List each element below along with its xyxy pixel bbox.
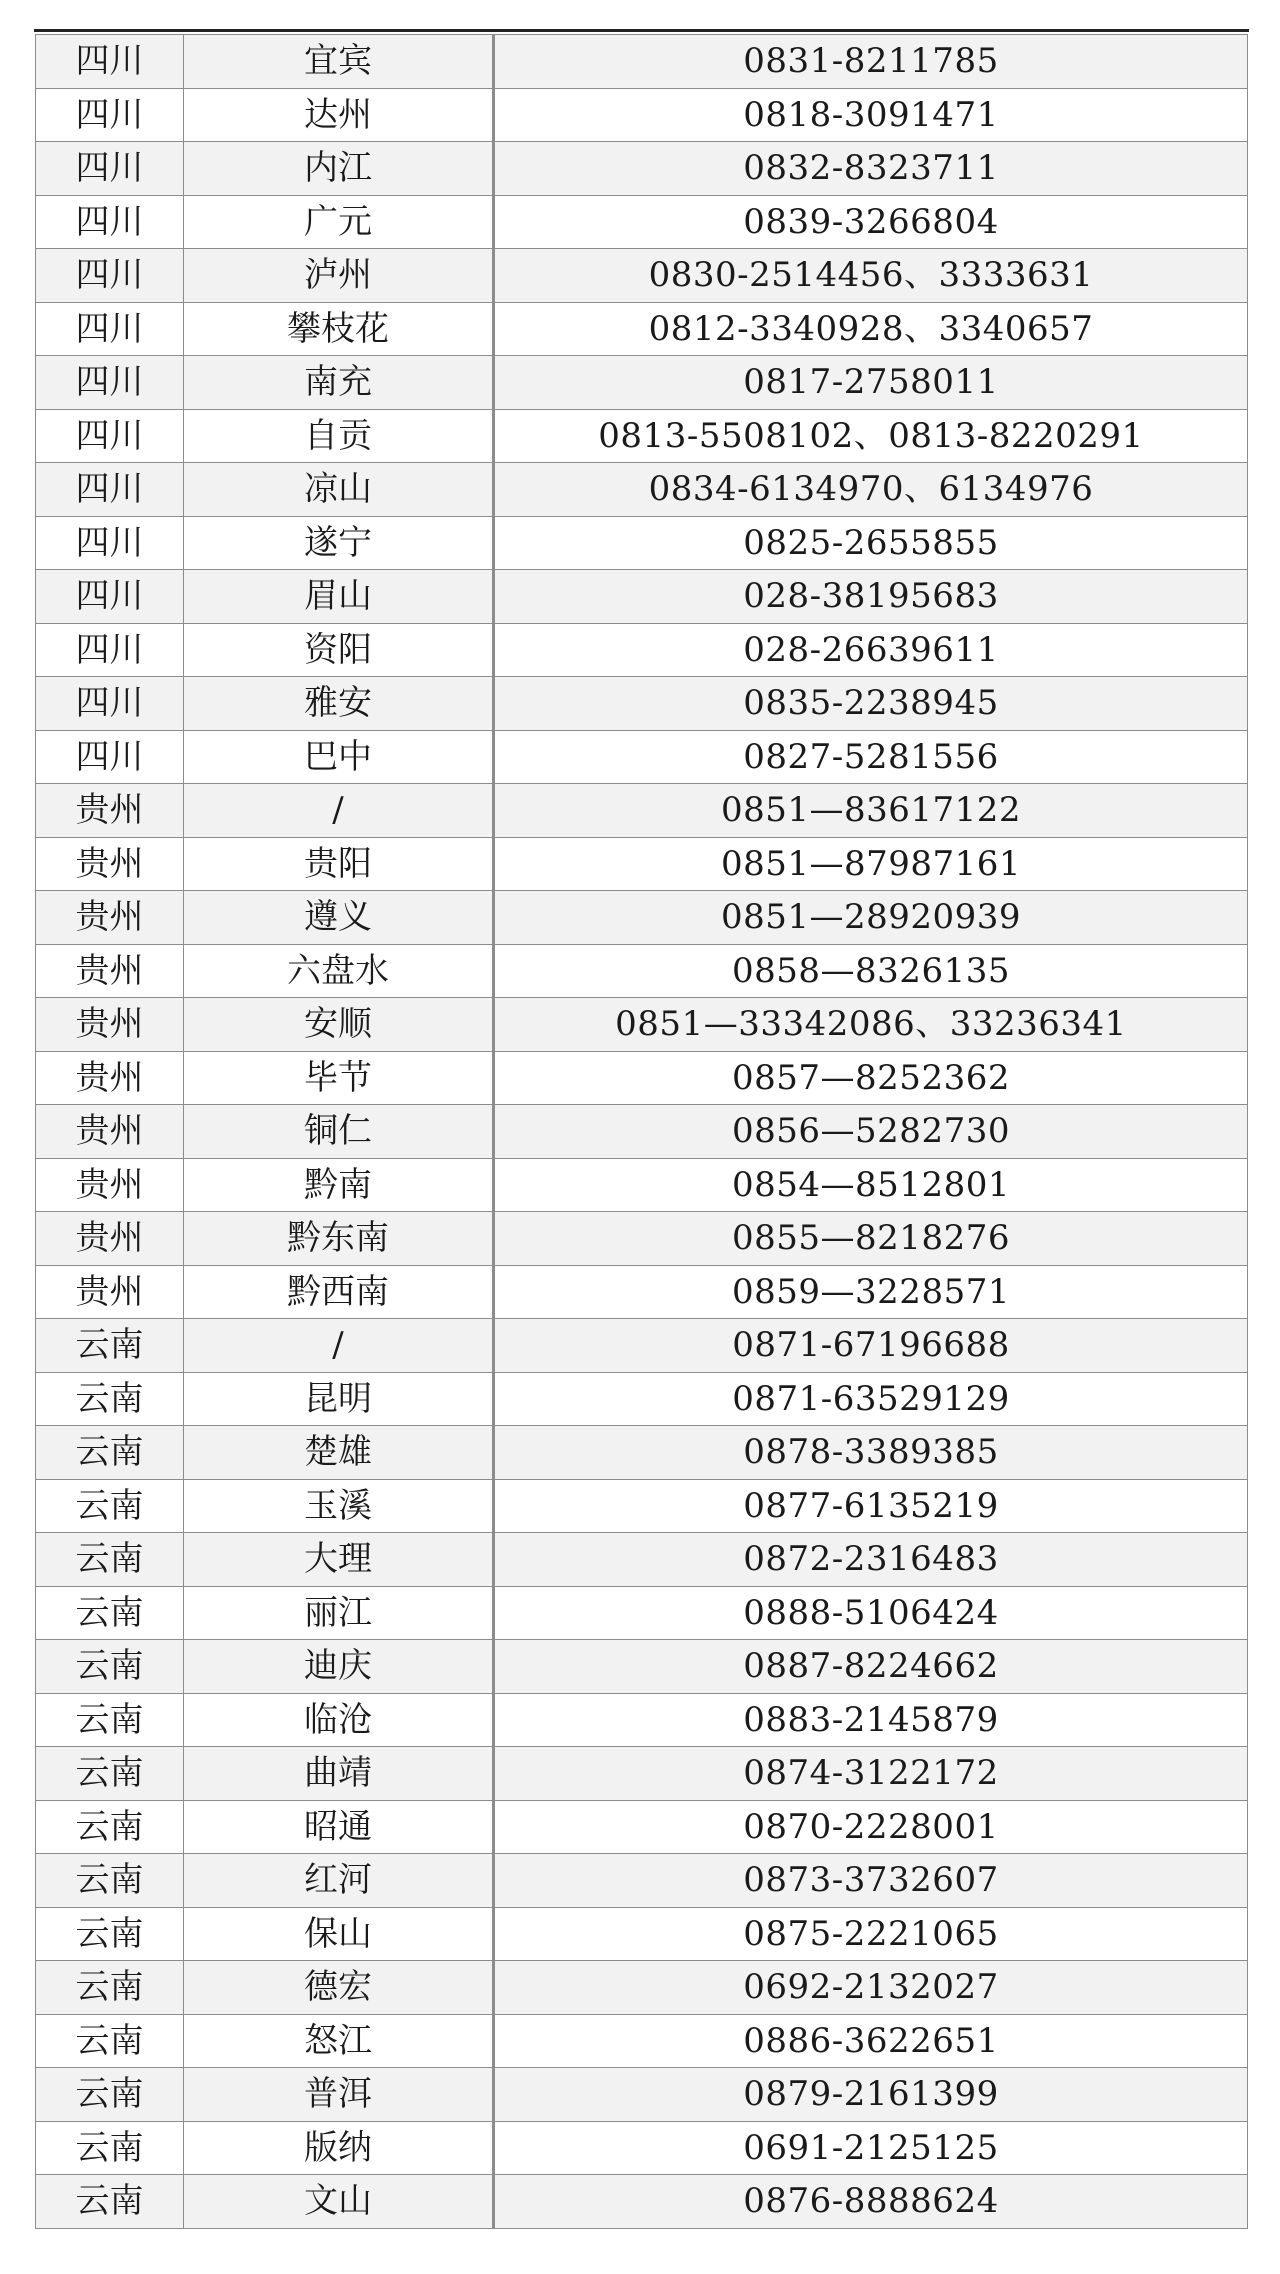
phone-cell: 0874-3122172 — [494, 1747, 1248, 1801]
city-cell: 安顺 — [184, 998, 494, 1052]
province-cell: 云南 — [36, 1800, 184, 1854]
phone-cell: 0879-2161399 — [494, 2068, 1248, 2122]
table-row — [36, 1158, 1248, 1212]
phone-cell: 0692-2132027 — [494, 1961, 1248, 2015]
table-row — [36, 463, 1248, 517]
province-cell: 贵州 — [36, 998, 184, 1052]
province-cell: 四川 — [36, 623, 184, 677]
phone-cell: 0870-2228001 — [494, 1800, 1248, 1854]
phone-cell: 0855—8218276 — [494, 1212, 1248, 1266]
province-cell: 云南 — [36, 1693, 184, 1747]
phone-cell: 0872-2316483 — [494, 1533, 1248, 1587]
city-cell: 雅安 — [184, 677, 494, 731]
city-cell: 昆明 — [184, 1372, 494, 1426]
table-row — [36, 1747, 1248, 1801]
phone-cell: 0834-6134970、6134976 — [494, 463, 1248, 517]
province-cell: 云南 — [36, 2175, 184, 2229]
phone-cell: 0877-6135219 — [494, 1479, 1248, 1533]
table-row — [36, 944, 1248, 998]
city-cell: 玉溪 — [184, 1479, 494, 1533]
table-row — [36, 784, 1248, 838]
city-cell: 毕节 — [184, 1051, 494, 1105]
table-row — [36, 35, 1248, 89]
phone-cell: 0876-8888624 — [494, 2175, 1248, 2229]
table-row — [36, 2068, 1248, 2122]
phone-cell: 0857—8252362 — [494, 1051, 1248, 1105]
city-cell: 内江 — [184, 142, 494, 196]
city-cell: 巴中 — [184, 730, 494, 784]
table-row — [36, 1854, 1248, 1908]
phone-cell: 0825-2655855 — [494, 516, 1248, 570]
city-cell: 南充 — [184, 356, 494, 410]
phone-cell: 0875-2221065 — [494, 1907, 1248, 1961]
city-cell: 黔东南 — [184, 1212, 494, 1266]
province-cell: 云南 — [36, 1479, 184, 1533]
table-row — [36, 1586, 1248, 1640]
province-cell: 贵州 — [36, 1105, 184, 1159]
province-cell: 四川 — [36, 142, 184, 196]
table-row — [36, 1907, 1248, 1961]
table-row — [36, 88, 1248, 142]
phone-cell: 0813-5508102、0813-8220291 — [494, 409, 1248, 463]
phone-cell: 028-26639611 — [494, 623, 1248, 677]
province-cell: 四川 — [36, 249, 184, 303]
phone-cell: 0817-2758011 — [494, 356, 1248, 410]
city-cell: 达州 — [184, 88, 494, 142]
phone-cell: 0878-3389385 — [494, 1426, 1248, 1480]
table-row — [36, 142, 1248, 196]
table-row — [36, 2014, 1248, 2068]
table-row — [36, 570, 1248, 624]
phone-cell: 0858—8326135 — [494, 944, 1248, 998]
province-cell: 四川 — [36, 35, 184, 89]
table-row — [36, 2175, 1248, 2229]
phone-cell: 0830-2514456、3333631 — [494, 249, 1248, 303]
phone-cell: 0888-5106424 — [494, 1586, 1248, 1640]
table-row — [36, 623, 1248, 677]
table-row — [36, 1105, 1248, 1159]
province-cell: 云南 — [36, 1533, 184, 1587]
city-cell: 黔南 — [184, 1158, 494, 1212]
province-cell: 四川 — [36, 463, 184, 517]
phone-cell: 0859—3228571 — [494, 1265, 1248, 1319]
city-cell: 保山 — [184, 1907, 494, 1961]
phone-cell: 0886-3622651 — [494, 2014, 1248, 2068]
table-row — [36, 195, 1248, 249]
city-cell: 黔西南 — [184, 1265, 494, 1319]
table-row — [36, 730, 1248, 784]
province-cell: 云南 — [36, 1586, 184, 1640]
table-row — [36, 1479, 1248, 1533]
city-cell: 攀枝花 — [184, 302, 494, 356]
table-row — [36, 1265, 1248, 1319]
table-row — [36, 409, 1248, 463]
province-cell: 四川 — [36, 88, 184, 142]
city-cell: 丽江 — [184, 1586, 494, 1640]
phone-cell: 0851—87987161 — [494, 837, 1248, 891]
city-cell: 迪庆 — [184, 1640, 494, 1694]
table-row — [36, 837, 1248, 891]
city-cell: 凉山 — [184, 463, 494, 517]
table-row — [36, 249, 1248, 303]
city-cell: 铜仁 — [184, 1105, 494, 1159]
phone-cell: 0856—5282730 — [494, 1105, 1248, 1159]
phone-cell: 0854—8512801 — [494, 1158, 1248, 1212]
phone-cell: 0812-3340928、3340657 — [494, 302, 1248, 356]
city-cell: 贵阳 — [184, 837, 494, 891]
table-row — [36, 302, 1248, 356]
city-cell: 德宏 — [184, 1961, 494, 2015]
phone-cell: 0832-8323711 — [494, 142, 1248, 196]
city-cell: 普洱 — [184, 2068, 494, 2122]
province-cell: 贵州 — [36, 784, 184, 838]
table-row — [36, 1426, 1248, 1480]
city-cell: 宜宾 — [184, 35, 494, 89]
phone-cell: 0831-8211785 — [494, 35, 1248, 89]
city-cell: 昭通 — [184, 1800, 494, 1854]
phone-cell: 0827-5281556 — [494, 730, 1248, 784]
province-cell: 云南 — [36, 1426, 184, 1480]
province-cell: 贵州 — [36, 837, 184, 891]
city-cell: 自贡 — [184, 409, 494, 463]
table-row — [36, 1800, 1248, 1854]
province-cell: 四川 — [36, 516, 184, 570]
province-cell: 云南 — [36, 1961, 184, 2015]
table-row — [36, 516, 1248, 570]
table-row — [36, 998, 1248, 1052]
city-cell: 怒江 — [184, 2014, 494, 2068]
table-row — [36, 1051, 1248, 1105]
city-cell: 泸州 — [184, 249, 494, 303]
city-cell: 眉山 — [184, 570, 494, 624]
city-cell: 版纳 — [184, 2121, 494, 2175]
city-cell: 红河 — [184, 1854, 494, 1908]
city-cell: 六盘水 — [184, 944, 494, 998]
city-cell: 广元 — [184, 195, 494, 249]
phone-cell: 0851—28920939 — [494, 891, 1248, 945]
contact-table-body — [36, 35, 1248, 2229]
table-row — [36, 1319, 1248, 1373]
city-cell: 遂宁 — [184, 516, 494, 570]
phone-cell: 0691-2125125 — [494, 2121, 1248, 2175]
table-row — [36, 2121, 1248, 2175]
province-cell: 贵州 — [36, 1051, 184, 1105]
table-row — [36, 1212, 1248, 1266]
province-cell: 云南 — [36, 2121, 184, 2175]
table-row — [36, 891, 1248, 945]
top-rule — [34, 29, 1249, 32]
table-row — [36, 1693, 1248, 1747]
province-cell: 贵州 — [36, 1212, 184, 1266]
province-cell: 四川 — [36, 356, 184, 410]
table-row — [36, 1533, 1248, 1587]
province-cell: 四川 — [36, 570, 184, 624]
phone-cell: 0839-3266804 — [494, 195, 1248, 249]
province-cell: 云南 — [36, 1372, 184, 1426]
city-cell: / — [184, 1319, 494, 1373]
province-cell: 云南 — [36, 1854, 184, 1908]
phone-cell: 0818-3091471 — [494, 88, 1248, 142]
phone-cell: 0873-3732607 — [494, 1854, 1248, 1908]
city-cell: / — [184, 784, 494, 838]
phone-cell: 0871-67196688 — [494, 1319, 1248, 1373]
province-cell: 云南 — [36, 2014, 184, 2068]
phone-cell: 0835-2238945 — [494, 677, 1248, 731]
province-cell: 贵州 — [36, 944, 184, 998]
city-cell: 遵义 — [184, 891, 494, 945]
phone-cell: 0887-8224662 — [494, 1640, 1248, 1694]
city-cell: 楚雄 — [184, 1426, 494, 1480]
city-cell: 曲靖 — [184, 1747, 494, 1801]
province-cell: 云南 — [36, 1319, 184, 1373]
province-cell: 四川 — [36, 302, 184, 356]
province-cell: 云南 — [36, 1747, 184, 1801]
phone-cell: 0851—33342086、33236341 — [494, 998, 1248, 1052]
province-cell: 四川 — [36, 677, 184, 731]
province-cell: 云南 — [36, 2068, 184, 2122]
phone-cell: 0851—83617122 — [494, 784, 1248, 838]
province-cell: 云南 — [36, 1907, 184, 1961]
city-cell: 资阳 — [184, 623, 494, 677]
province-cell: 云南 — [36, 1640, 184, 1694]
contact-table — [35, 34, 1248, 2229]
province-cell: 贵州 — [36, 1265, 184, 1319]
city-cell: 文山 — [184, 2175, 494, 2229]
table-row — [36, 677, 1248, 731]
province-cell: 贵州 — [36, 891, 184, 945]
table-row — [36, 356, 1248, 410]
city-cell: 临沧 — [184, 1693, 494, 1747]
table-row — [36, 1372, 1248, 1426]
city-cell: 大理 — [184, 1533, 494, 1587]
province-cell: 四川 — [36, 195, 184, 249]
province-cell: 四川 — [36, 409, 184, 463]
table-row — [36, 1961, 1248, 2015]
table-row — [36, 1640, 1248, 1694]
phone-cell: 0871-63529129 — [494, 1372, 1248, 1426]
province-cell: 四川 — [36, 730, 184, 784]
phone-cell: 0883-2145879 — [494, 1693, 1248, 1747]
province-cell: 贵州 — [36, 1158, 184, 1212]
phone-cell: 028-38195683 — [494, 570, 1248, 624]
